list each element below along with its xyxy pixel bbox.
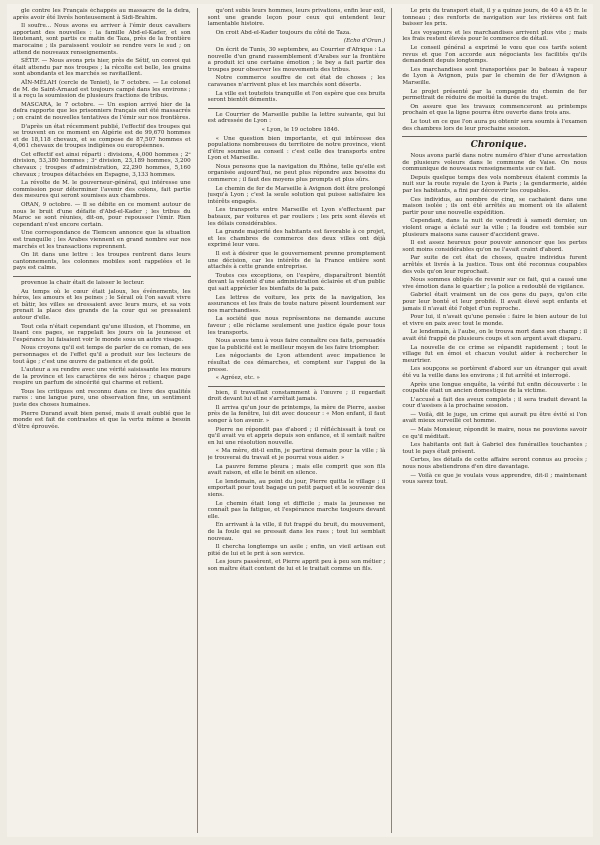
- paragraph: Le chemin était long et difficile ; mais la jeunesse ne connaît pas la fatigue, et l'espérance marche toujours devant elle.: [207, 500, 386, 520]
- paragraph: ORAN, 9 octobre. — Il se débite en ce moment autour de nous le bruit d'une défaite d'Abd-el-Kader ; les tribus du Maroc se sont réunies, dit-on, pour repousser l'émir. Rien cependant n'est encore certain.: [13, 202, 191, 228]
- paragraph: MASCARA, le 7 octobre. — Un espion arrivé hier de la deïra rapporte que les prisonniers français ont été massacrés ; on craint de nouvelles tentatives de l'émir sur nos frontières.: [13, 101, 191, 121]
- paragraph: Les jours passèrent, et Pierre apprit peu à peu son métier ; son maître était content de lui et le traitait comme un fils.: [207, 559, 386, 572]
- paragraph: Cependant, dans la nuit de vendredi à samedi dernier, un violent orage a éclaté sur la ville ; la foudre est tombée sur plusieurs maisons sans causer d'accident grave.: [402, 218, 587, 238]
- paragraph: Le projet présenté par la compagnie du chemin de fer permettrait de réduire de moitié la durée du trajet.: [402, 88, 587, 102]
- paragraph: qu'ont subis leurs hommes, leurs privations, enfin leur exil, sont une grande leçon pour ceux qui entendent leur lamentable histoire.: [207, 8, 386, 28]
- section-rule: [402, 136, 587, 137]
- paragraph: Le chemin de fer de Marseille à Avignon doit être prolongé jusqu'à Lyon ; c'est la seule solution qui puisse satisfaire les intérêts engagés.: [207, 185, 386, 205]
- paragraph: Nous pensons que la navigation du Rhône, telle qu'elle est organisée aujourd'hui, ne peut plus répondre aux besoins du commerce ; il faut des moyens plus prompts et plus sûrs.: [207, 163, 386, 184]
- paragraph: provenue la chair était de laisser le lecteur.: [21, 279, 145, 286]
- paragraph: SÉTIF. — Nous avons pris hier, près de Sétif, un convoi qui était attendu par nos troupes ; la récolte est belle, les grains sont abondants et les marchés se ravitaillent.: [13, 58, 191, 78]
- paragraph: Il est à désirer que le gouvernement prenne promptement une décision, car les intérêts de la France entière sont attachés à cette grande entreprise.: [207, 251, 386, 271]
- paragraph: Ces individus, au nombre de cinq, se cachaient dans une maison isolée ; ils ont été arrêtés au moment où ils allaient partir pour une nouvelle expédition.: [402, 196, 587, 216]
- feuilleton-section: [13, 280, 191, 430]
- news-subsection: [208, 47, 386, 104]
- paragraph: D'après un état récemment publié, l'effectif des troupes qui se trouvent en ce moment en Algérie est de 99,670 hommes et de 18,118 chevaux, et se compose de 87,507 hommes et 4,061 chevaux de troupes indigènes ou européennes.: [13, 123, 191, 150]
- paragraph: Il arriva qu'un jour de printemps, la mère de Pierre, assise près de la fenêtre, lui dit avec douceur : « Mon enfant, il faut songer à ton avenir. »: [207, 404, 386, 425]
- paragraph: La ville est toutefois tranquille et l'on espère que ces bruits seront bientôt démentis.: [207, 90, 386, 104]
- paragraph: L'auteur a su rendre avec une vérité saisissante les mœurs de la province et les caractères de ses héros ; chaque page respire un parfum de sincérité qui charme et retient.: [13, 367, 191, 387]
- paragraph: Les soupçons se portèrent d'abord sur un étranger qui avait été vu la veille dans les environs ; il fut arrêté et interrogé.: [402, 366, 587, 379]
- paragraph: On assure que les travaux commenceront au printemps prochain et que la ligne pourra être ouverte dans trois ans.: [402, 103, 587, 117]
- paragraph: Tous les critiques ont reconnu dans ce livre des qualités rares : une langue pure, une observation fine, un sentiment juste des choses humaines.: [13, 388, 191, 409]
- paragraph: Après une longue enquête, la vérité fut enfin découverte : le coupable était un ancien domestique de la victime.: [402, 381, 587, 395]
- paragraph: On lit dans une lettre : les troupes rentrent dans leurs cantonnements, les colonnes mobiles sont rappelées et le pays est calme.: [13, 252, 191, 272]
- columns: [13, 8, 587, 833]
- section-rule: [208, 108, 386, 109]
- paragraph: Il soufre... Nous avons eu arriver à l'émir deux cavaliers apportant des nouvelles : la famille Abd-el-Kader, et son lieutenant, sont partis ce matin de Taza, près de la frontière marocaine ; ils paraissent vouloir se rendre vers le sud ; on attend de nouveaux renseignements.: [13, 23, 191, 56]
- paragraph: La pauvre femme pleura ; mais elle comprit que son fils avait raison, et elle le bénit en silence.: [207, 463, 386, 477]
- paragraph: Nous avons tenu à vous faire connaître ces faits, persuadés que la publicité est le meilleur moyen de les faire triompher.: [207, 338, 386, 351]
- feuilleton-section: [208, 390, 386, 573]
- paragraph: Le lendemain, à l'aube, on le trouva mort dans son champ ; il avait été frappé de plusieurs coups et son argent avait disparu.: [402, 329, 587, 342]
- column-2: [208, 8, 393, 833]
- paragraph: — Voilà, dit le juge, un crime qui aurait pu être évité si l'on avait mieux surveillé cet homme.: [402, 411, 587, 425]
- paragraph: Pour lui, il n'avait qu'une pensée : faire le bien autour de lui et vivre en paix avec tout le monde.: [402, 314, 587, 327]
- paragraph: Pierre Durand avait bien pensé, mais il avait oublié que le monde est fait de contrastes et que la vertu même a besoin d'être éprouvée.: [13, 410, 191, 430]
- paragraph: Les voyageurs et les marchandises arrivent plus vite ; mais les frais restent élevés pour le commerce de détail.: [402, 29, 587, 43]
- paragraph: Au temps où le cœur était jaloux, les événements, les héros, les amours et les peines ; le Sérail où l'on savait vivre et bâtir, les villes se dressaient avec leurs murs, et sa voix prenait la place des grands de la cour qui se pressaient autour d'elle.: [13, 288, 191, 321]
- paragraph: Les marchandises sont transportées par le bateau à vapeur de Lyon à Avignon, puis par le chemin de fer d'Avignon à Marseille.: [402, 66, 587, 86]
- paragraph: « Une question bien importante, et qui intéresse des populations nombreuses du territoire de notre province, vient d'être soumise au conseil : c'est celle des transports entre Lyon et Marseille.: [207, 135, 386, 162]
- paragraph: La nouvelle de ce crime se répandit rapidement ; tout le village fut en émoi et chacun voulut aider à rechercher le meurtrier.: [402, 344, 587, 364]
- paragraph: — Voilà ce que je voulais vous apprendre, dit-il ; maintenant vous savez tout.: [402, 472, 587, 486]
- newspaper-page: [7, 4, 593, 837]
- paragraph: AÏN-MÉLAH (cercle de Teniet), le 7 octobre. — Le colonel de M. de Saint-Arnaud est toujours campé dans les environs ; il a reçu la soumission de plusieurs fractions de tribus.: [13, 79, 191, 100]
- column-3: [402, 8, 587, 833]
- source-signature: (Echo d'Oran.): [343, 38, 386, 45]
- feuilleton-rule: [208, 386, 386, 387]
- news-section: [13, 8, 191, 272]
- paragraph: Toutes ces exceptions, on l'espère, disparaîtront bientôt devant la volonté d'une administration éclairée et d'un public qui sait apprécier les bienfaits de la paix.: [207, 272, 386, 292]
- paragraph: En arrivant à la ville, il fut frappé du bruit, du mouvement, de la foule qui se pressait dans les rues ; tout lui semblait nouveau.: [207, 522, 386, 542]
- paragraph: Certes, les détails de cette affaire seront connus au procès ; nous nous abstiendrons d'en dire davantage.: [402, 457, 587, 471]
- column-1: [13, 8, 198, 833]
- paragraph: Une correspondance de Tlemcen annonce que la situation est tranquille ; les Arabes viennent en grand nombre sur nos marchés et les transactions reprennent.: [13, 230, 191, 250]
- paragraph: Tout cela n'était cependant qu'une illusion, et l'homme, en lisant ces pages, se rappelait les jours où la jeunesse et l'espérance lui faisaient voir le monde sous un autre visage.: [13, 323, 191, 343]
- paragraph: Par suite de cet état de choses, quatre individus furent arrêtés et livrés à la justice. Tous ont été reconnus coupables des vols qu'on leur reprochait.: [402, 255, 587, 275]
- paragraph: Les négociants de Lyon attendent avec impatience le résultat de ces démarches, et comptent sur l'appui de la presse.: [207, 353, 386, 373]
- paragraph: On croit Abd-el-Kader toujours du côté de Taza.: [215, 29, 351, 36]
- paragraph: Il est assez heureux pour pouvoir annoncer que les pertes sont moins considérables qu'on ne l'avait craint d'abord.: [402, 240, 587, 253]
- paragraph: Notre commerce souffre de cet état de choses ; les caravanes n'arrivent plus et les marchés sont déserts.: [207, 75, 386, 88]
- paragraph: Nous sommes obligés de revenir sur ce fait, qui a causé une vive émotion dans le quartier ; la police a redoublé de vigilance.: [402, 277, 587, 290]
- feuilleton-rule: [13, 276, 191, 277]
- paragraph: Nous croyons qu'il est temps de parler de ce roman, de ses personnages et de l'effet qu'il a produit sur les lecteurs de tout âge ; c'est une œuvre de patience et de goût.: [13, 345, 191, 365]
- chronique-section: [402, 153, 587, 486]
- paragraph: Le lendemain, au point du jour, Pierre quitta le village ; il emportait pour tout bagage un petit paquet et le souvenir des siens.: [207, 478, 386, 498]
- paragraph: — Mais Monsieur, répondit le maire, nous ne pouvions savoir ce qu'il méditait.: [402, 427, 587, 440]
- news-section: [402, 8, 587, 132]
- paragraph: L'accusé a fait des aveux complets ; il sera traduit devant la cour d'assises à la prochaine session.: [402, 396, 587, 410]
- paragraph: La révolte de M. le gouverneur-général, qui intéresse une commission pour déterminer l'avenir des colons, fait partie des mesures qui seront soumises aux chambres.: [13, 180, 191, 200]
- letter-headline: Le Courrier de Marseille publie la lettre suivante, qui lui est adressée de Lyon :: [207, 111, 386, 125]
- paragraph: « Ma mère, dit-il enfin, je partirai demain pour la ville ; là je trouverai du travail et je pourrai vous aider. »: [207, 448, 386, 462]
- letter-body: [208, 136, 386, 382]
- chronique-title: Chronique.: [470, 140, 527, 151]
- paragraph: Le prix du transport était, il y a quinze jours, de 40 à 45 fr. le tonneau ; des renforts de navigation sur les rivières ont fait baisser les prix.: [402, 8, 587, 28]
- paragraph: Le conseil général a exprimé le vœu que ces tarifs soient revus et que l'on accorde aux négociants les facilités qu'ils demandent depuis longtemps.: [402, 44, 587, 65]
- paragraph: La société que nous représentons ne demande aucune faveur ; elle réclame seulement une justice égale pour tous les transports.: [207, 316, 386, 336]
- paragraph: La grande majorité des habitants est favorable à ce projet, et les chambres de commerce des deux villes ont déjà exprimé leur vœu.: [207, 229, 386, 249]
- paragraph: On écrit de Tunis, 30 septembre, au Courrier d'Afrique : La nouvelle d'un grand rassemblement d'Arabes sur la frontière a produit ici une certaine émotion ; le bey a fait partir des troupes pour observer les mouvements des tribus.: [207, 46, 386, 73]
- news-section: [208, 8, 386, 36]
- paragraph: Cet effectif est ainsi réparti : divisions, 4,000 hommes ; 2ᵉ division, 53,380 hommes ; 3ᵉ division, 23,189 hommes, 3,200 chevaux ; troupes d'administration, 22,290 hommes, 5,160 chevaux ; troupes détachées en Espagne, 3,133 hommes.: [13, 151, 191, 178]
- paragraph: bien, il travaillait constamment à l'œuvre ; il regardait droit devant lui et ne s'arrêtait jamais.: [207, 389, 386, 403]
- paragraph: Depuis quelque temps des vols nombreux étaient commis la nuit sur la route royale de Lyon à Paris ; la gendarmerie, aidée par les habitants, a fini par découvrir les coupables.: [402, 174, 587, 195]
- paragraph: Les transports entre Marseille et Lyon s'effectuent par bateaux, par voitures et par rouliers ; les prix sont élevés et les délais considérables.: [207, 207, 386, 227]
- paragraph: Nous avons parlé dans notre numéro d'hier d'une arrestation de plusieurs voleurs dans le commune de Vaise. On nous communique de nouveaux renseignements sur ce fait.: [402, 153, 587, 173]
- paragraph: Le tout en ce que l'on aura pu obtenir sera soumis à l'examen des chambres lors de leur prochaine session.: [402, 118, 587, 132]
- paragraph: Les habitants ont fait à Gabriel des funérailles touchantes ; tout le pays était présent.: [402, 442, 587, 455]
- paragraph: « Agréez, etc. »: [215, 375, 260, 382]
- paragraph: Pierre ne répondit pas d'abord ; il réfléchissait à tout ce qu'il avait vu et appris depuis son enfance, et il sentait naître en lui une résolution nouvelle.: [207, 426, 386, 446]
- paragraph: gle contre les Français échappés au massacre de la deïra, après avoir été livrés honteusement à Sidi-Brahim.: [13, 8, 191, 21]
- letter-dateline: « Lyon, le 19 octobre 1846.: [261, 126, 340, 133]
- paragraph: Les lettres de voiture, les prix de la navigation, les assurances et les frais de toute nature pèsent lourdement sur nos marchandises.: [207, 294, 386, 314]
- paragraph: Gabriel était vraiment un de ces gens du pays, qu'on cite pour leur bonté et leur probité. Il avait élevé sept enfants et jamais il n'avait été l'objet d'un reproche.: [402, 292, 587, 312]
- paragraph: Il chercha longtemps un asile ; enfin, un vieil artisan eut pitié de lui et le prit à son service.: [207, 544, 386, 557]
